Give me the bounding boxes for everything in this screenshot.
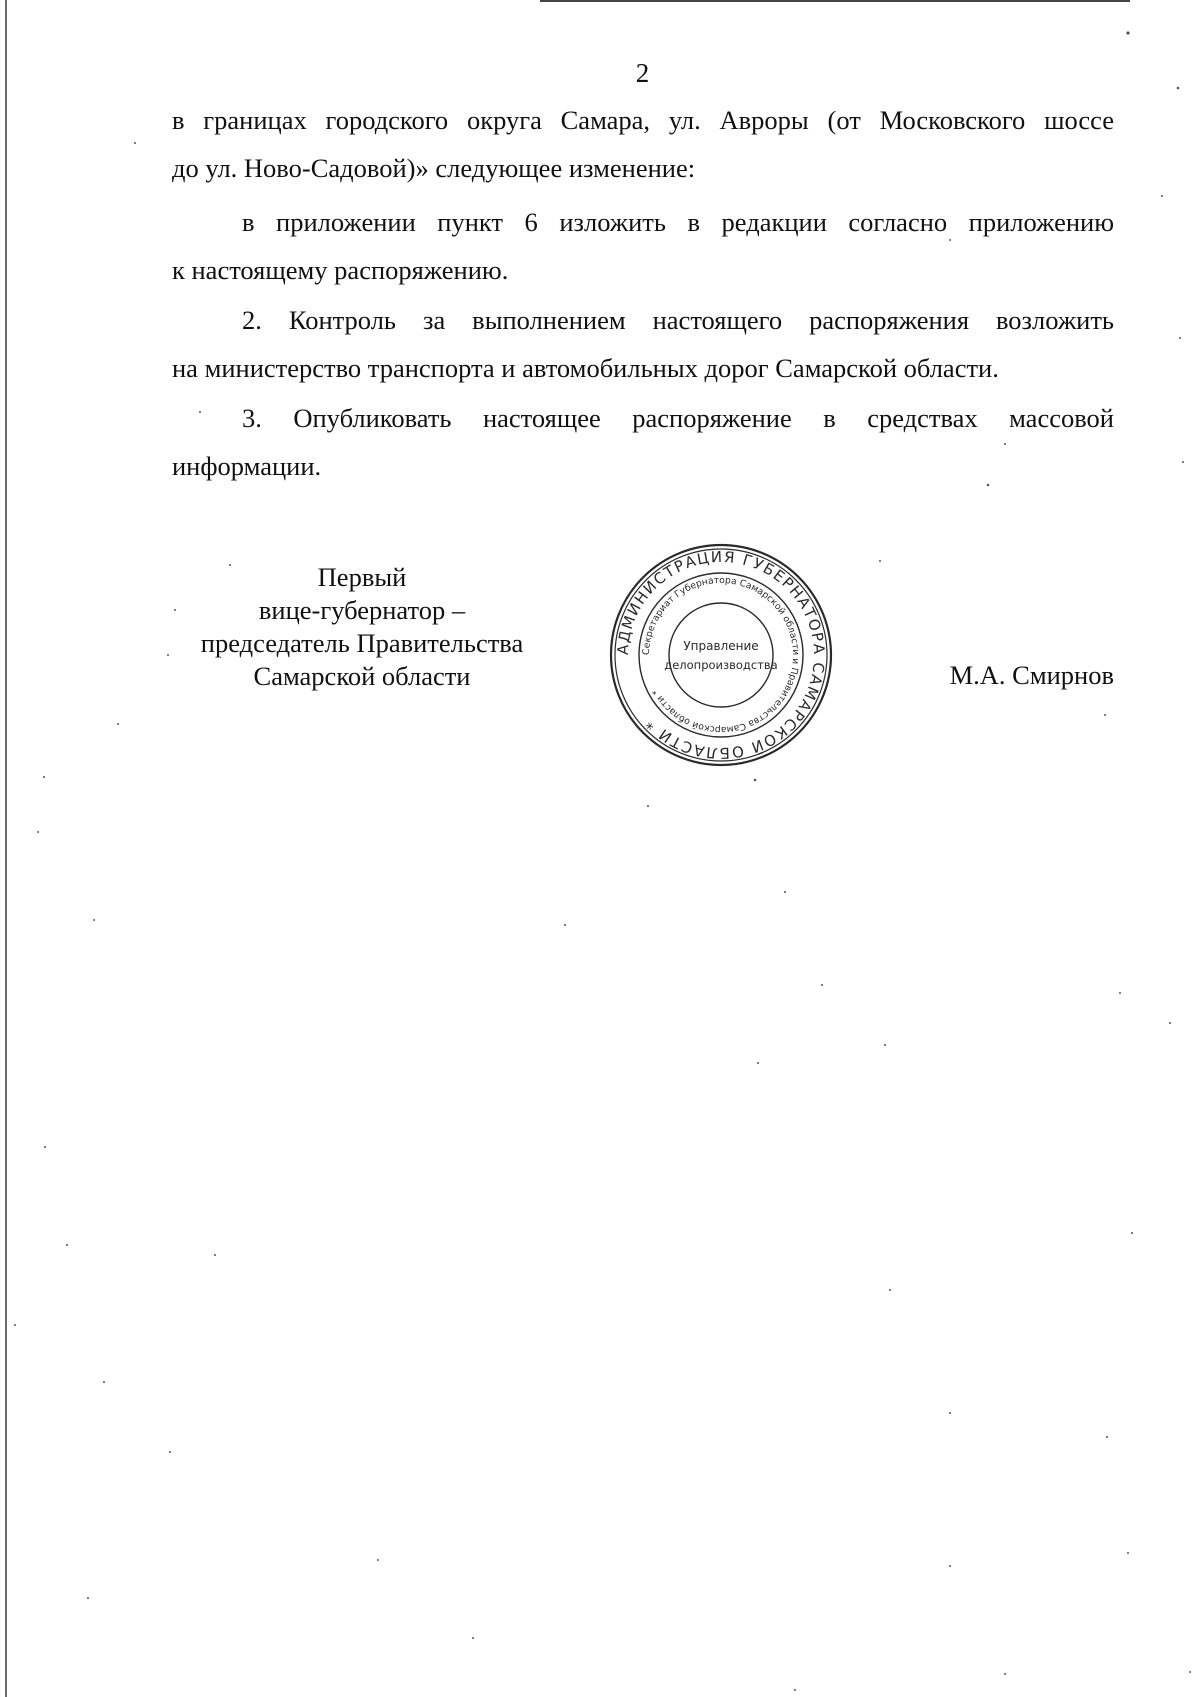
stamp-middle-ring: [639, 573, 803, 737]
paragraph-line: в приложении пункт 6 изложить в редакции согласно приложению: [242, 207, 1114, 237]
paragraph-line: в границах городского округа Самара, ул. Авроры (от Московского шоссе: [172, 105, 1114, 135]
signatory-name: М.А. Смирнов: [949, 660, 1114, 690]
signatory-position-line: Первый: [317, 562, 407, 592]
stamp-center-line1: Управление: [683, 639, 759, 653]
stamp-inner-ring: [669, 603, 773, 707]
signatory-position-line: вице-губернатор –: [258, 595, 466, 625]
scan-top-edge: [540, 0, 1130, 2]
stamp-outer-textpath: АДМИНИСТРАЦИЯ ГУБЕРНАТОРА САМАРСКОЙ ОБЛАСТИ *: [613, 547, 829, 763]
paragraph-amendment: [172, 198, 1114, 294]
signatory-position-line: Самарской области: [253, 661, 471, 691]
paragraph-line: на министерство транспорта и автомобильных дорог Самарской области.: [172, 353, 999, 383]
stamp-inner-textpath: Секретариат Губернатора Самарской области и Правительства Самарской области *: [640, 574, 802, 736]
paragraph-continuation: [172, 96, 1114, 192]
paragraph-line: 2. Контроль за выполнением настоящего распоряжения возложить: [242, 305, 1114, 335]
scan-left-edge: [5, 0, 7, 1697]
official-stamp: [608, 542, 834, 768]
paragraph-line: к настоящему распоряжению.: [172, 255, 509, 285]
stamp-inner-text: [641, 575, 801, 735]
signatory-position-line: председатель Правительства: [200, 628, 524, 658]
page-number: 2: [635, 58, 650, 88]
signatory-position: [172, 561, 552, 693]
paragraph-item-2: [172, 296, 1114, 392]
paragraph-line: до ул. Ново-Садовой)» следующее изменение:: [172, 153, 696, 183]
stamp-center-line2: делопроизводства: [664, 658, 778, 672]
paragraph-line: 3. Опубликовать настоящее распоряжение в средствах массовой: [242, 403, 1114, 433]
paragraph-item-3: [172, 394, 1114, 490]
paragraph-line: информации.: [172, 451, 322, 481]
